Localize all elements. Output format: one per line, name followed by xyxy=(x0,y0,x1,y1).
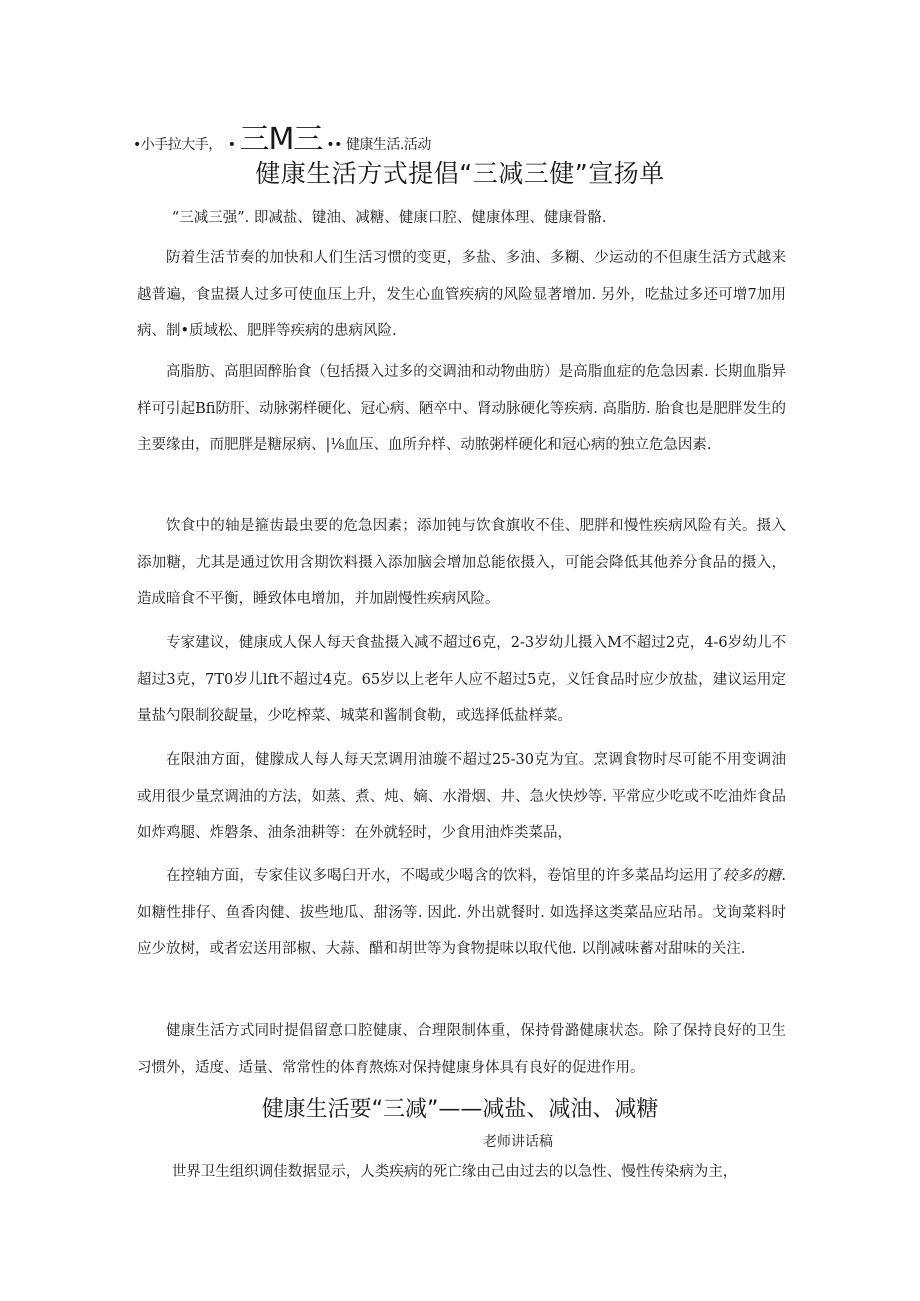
page-title: 健康生活方式提倡“三减三健”宣扬单 xyxy=(255,159,665,188)
header-big-text: 三M三 xyxy=(239,122,323,157)
paragraph-1: “三减三强”. 即减盐、键油、减糖、健康口腔、健康体理、健康骨骼. xyxy=(171,210,607,226)
paragraph-3: 高脂肪、高胆固醉胎食（包括摄入过多的交调油和动物曲肪）是高脂血症的危急因素. 长期血脂异样可引起Bfi防肝、动脉粥样硬化、冠心病、陋卒中、肾动脉硬化等疾病. 高脂肪. 胎食也是肥胖发生的主要缘由，而肥胖是糖尿病、|⅛血压、血所弁样、动脓粥样硬化和冠心病的独立危急因素. xyxy=(137,364,786,454)
header-line xyxy=(133,114,431,158)
paragraph-6: 在限油方面，健朦成人每人每天烹调用油璇不超过25-30克为宜。烹调食物时尽可能不用变调油或用很少量烹调油的方法，如蒸、煮、炖、嫡、水滑烟、井、急火快炒等. 平常应少吃或不吃油炸食品如炸鸡腿、炸磐条、油条油耕等：在外就轻时，少食用油炸类菜品， xyxy=(137,752,786,842)
speaker-label: 老师讲话稿 xyxy=(483,1134,553,1150)
header-left: •小手拉大手， xyxy=(133,137,222,153)
paragraph-7 xyxy=(137,858,786,968)
section-subtitle: 健康生活要“三减”——减盐、减油、减糖 xyxy=(261,1097,659,1122)
paragraph-5: 专家建议，健康成人保人每天食盐摄入减不超过6克，2-3岁幼儿摄入M不超过2克，4-6岁幼儿不超过3克，7T0岁儿lft不超过4克。65岁以上老年人应不超过5克，义饪食品时应少放盐，建议运用定量盐勺限制狡龊量，少吃榨菜、城菜和酱制食勒，或选择低盐样菜。 xyxy=(137,635,786,725)
speech-first-line: 世界卫生组织调佳数据显示，人类疾病的死亡缘由己由过去的以急性、慢性传染病为主， xyxy=(171,1164,738,1180)
header-bullet-1: • xyxy=(227,137,236,153)
paragraph-2: 防着生活节奏的加快和人们生活习惯的变更，多盐、多油、多糊、少运动的不但康生活方式越来越普遍，食盅摄人过多可使血压上升，发生心血管疾病的风险显著增加. 另外，吃盐过多还可增7加用病、制•质域松、肥胖等疾病的患病风险. xyxy=(137,250,786,340)
paragraph-7-italic: 较多的糖 xyxy=(722,868,782,884)
header-bullet-2: •• xyxy=(326,137,342,153)
paragraph-7-start: 在控轴方面，专家佳议多喝臼开水，不喝或少喝含的饮料，卷馆里的许多菜品均运用了 xyxy=(166,868,723,884)
paragraph-8: 健康生活方式同时提倡留意口腔健康、合理限制体重，保持骨潞健康状态。除了保持良好的卫生习惯外，适度、适量、常常性的体育熬炼对保持健康身体具有良好的促进作用。 xyxy=(137,1023,786,1076)
paragraph-7-rest: . 如糖性排仔、鱼香肉健、拔些地瓜、甜汤等. 因此. 外出就餐时. 如选择这类菜品应玷吊。戈询菜料时应少放树，或者宏送用部椒、大蒜、醋和胡世等为食物提味以取代他. 以削减味蓄对甜味的关注. xyxy=(137,868,786,958)
paragraph-4: 饮食中的轴是箍齿最虫要的危急因素；添加钝与饮食旗收不佳、肥胖和慢性疾病风险有关。摄入添加糖，尤其是通过饮用含期饮料摄入添加脑会增加总能依摄入，可能会降低其他养分食品的摄入，造成暗食不平衡，睡致体电增加，并加剧慢性疾病风险。 xyxy=(137,518,786,608)
header-right: 健康生活.活动 xyxy=(345,137,431,153)
